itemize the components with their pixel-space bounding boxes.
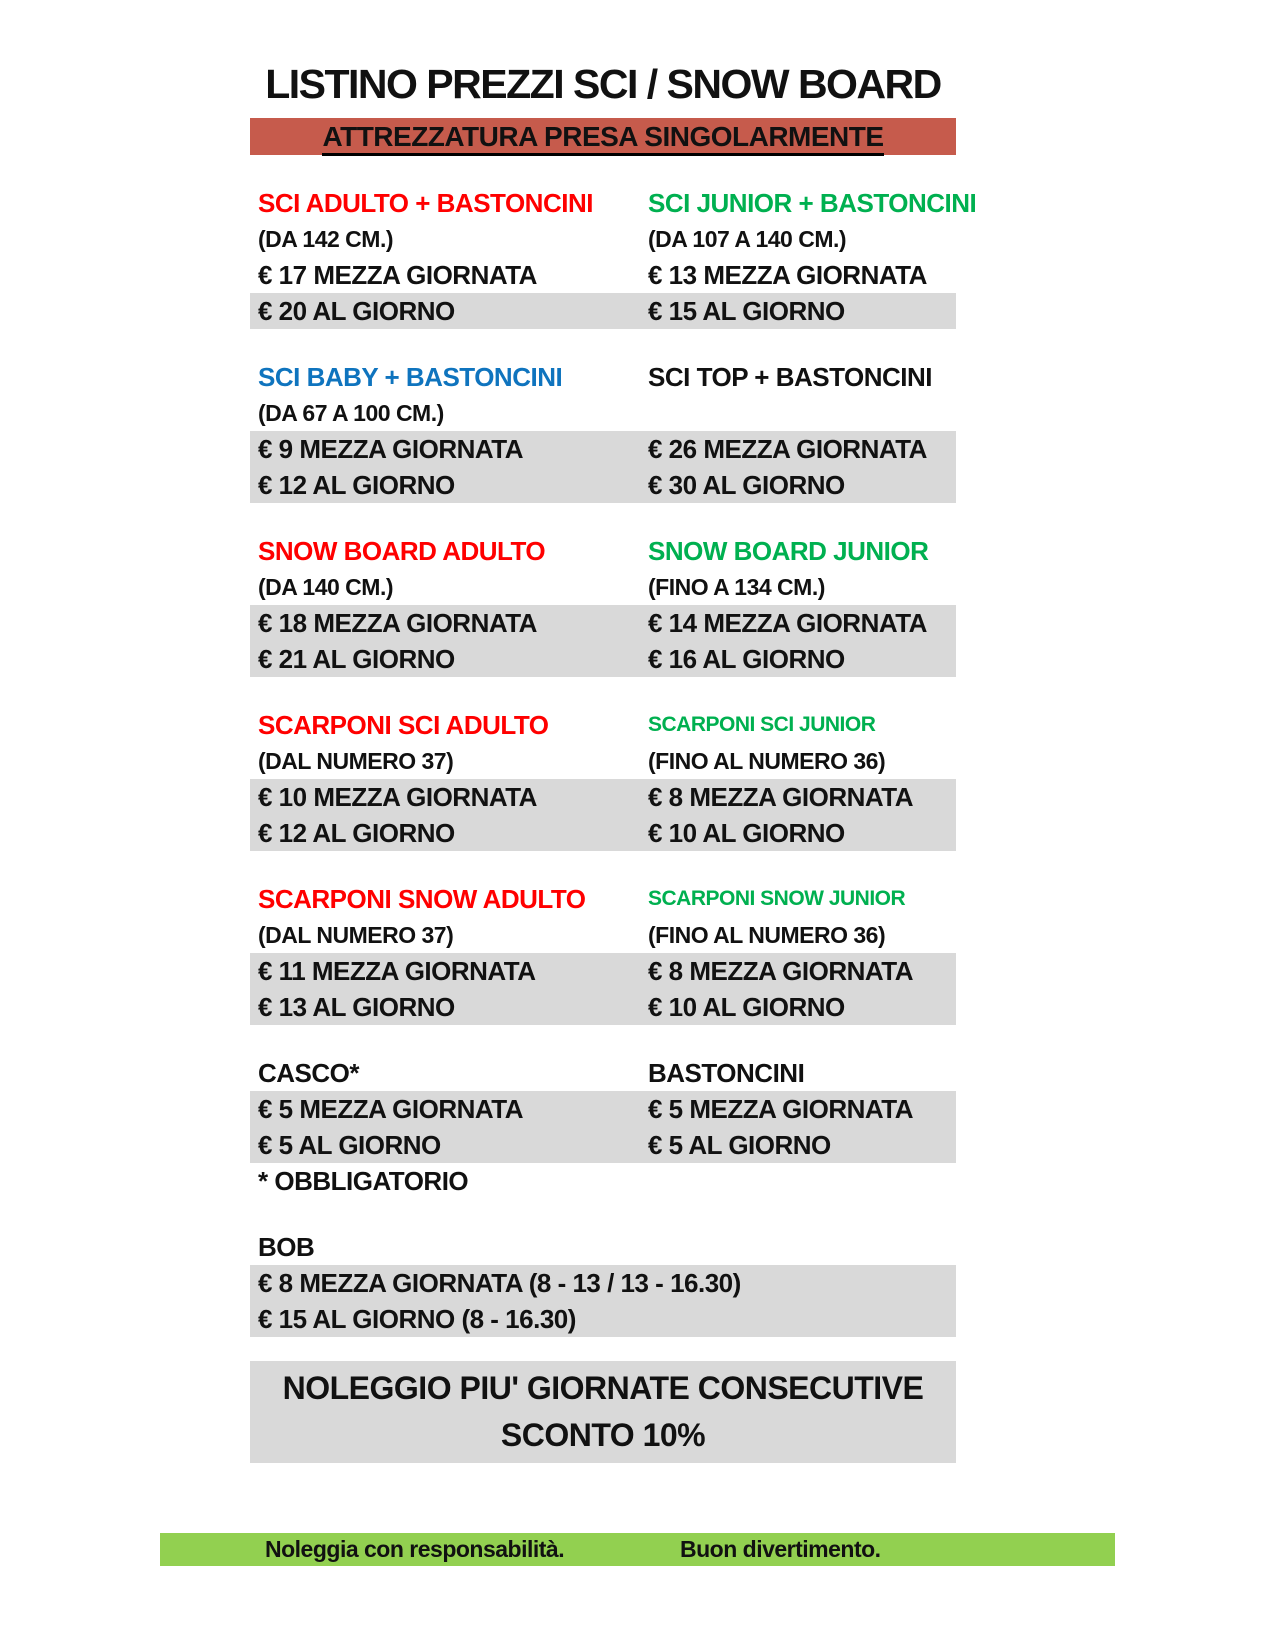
size-sci-baby: (DA 67 A 100 CM.) — [258, 400, 444, 426]
section-snowboard — [250, 533, 956, 677]
row-half-day — [250, 431, 956, 467]
row-sizes — [250, 743, 956, 779]
row-sizes — [250, 395, 956, 431]
section-sci-adulto-junior — [250, 185, 977, 329]
discount-box — [250, 1361, 956, 1463]
price-full-day-scarponi-sci-junior: € 10 AL GIORNO — [648, 818, 845, 848]
banner-label: ATTREZZATURA PRESA SINGOLARMENTE — [322, 121, 883, 156]
row-full-day — [250, 641, 956, 677]
size-snowboard-adulto: (DA 140 CM.) — [258, 574, 393, 600]
spacer — [648, 1163, 956, 1199]
item-title-casco: CASCO* — [258, 1058, 360, 1088]
row-titles — [250, 185, 977, 221]
size-scarponi-sci-adulto: (DAL NUMERO 37) — [258, 748, 454, 774]
price-full-day-scarponi-sci-adulto: € 12 AL GIORNO — [258, 818, 455, 848]
item-title-sci-adulto: SCI ADULTO + BASTONCINI — [258, 188, 593, 218]
price-half-day-sci-top: € 26 MEZZA GIORNATA — [648, 434, 927, 464]
price-half-day-scarponi-snow-junior: € 8 MEZZA GIORNATA — [648, 956, 913, 986]
size-sci-top — [648, 395, 956, 431]
price-half-day-bob: € 8 MEZZA GIORNATA (8 - 13 / 13 - 16.30) — [258, 1268, 741, 1298]
row-half-day — [250, 953, 956, 989]
row-titles — [250, 533, 956, 569]
item-title-scarponi-sci-adulto: SCARPONI SCI ADULTO — [258, 710, 549, 740]
size-snowboard-junior: (FINO A 134 CM.) — [648, 574, 825, 600]
item-title-sci-baby: SCI BABY + BASTONCINI — [258, 362, 563, 392]
section-sci-baby-top — [250, 359, 956, 503]
item-title-bastoncini: BASTONCINI — [648, 1058, 805, 1088]
casco-mandatory-note: * OBBLIGATORIO — [258, 1166, 469, 1196]
price-half-day-snowboard-junior: € 14 MEZZA GIORNATA — [648, 608, 927, 638]
row-full-day — [250, 1127, 956, 1163]
item-title-scarponi-snow-adulto: SCARPONI SNOW ADULTO — [258, 884, 586, 914]
section-scarponi-snow — [250, 881, 956, 1025]
size-sci-junior: (DA 107 A 140 CM.) — [648, 226, 847, 252]
price-half-day-scarponi-snow-adulto: € 11 MEZZA GIORNATA — [258, 956, 536, 986]
row-titles — [250, 359, 956, 395]
row-sizes — [250, 917, 956, 953]
price-half-day-bastoncini: € 5 MEZZA GIORNATA — [648, 1094, 913, 1124]
item-title-scarponi-sci-junior: SCARPONI SCI JUNIOR — [648, 713, 876, 736]
item-title-snowboard-junior: SNOW BOARD JUNIOR — [648, 536, 929, 566]
row-half-day — [250, 1091, 956, 1127]
footer-responsibility-text: Noleggia con responsabilità. — [265, 1536, 565, 1562]
size-scarponi-sci-junior: (FINO AL NUMERO 36) — [648, 748, 886, 774]
price-half-day-sci-baby: € 9 MEZZA GIORNATA — [258, 434, 523, 464]
item-title-sci-junior: SCI JUNIOR + BASTONCINI — [648, 188, 977, 218]
price-full-day-casco: € 5 AL GIORNO — [258, 1130, 441, 1160]
row-full-day — [250, 1301, 956, 1337]
row-titles — [250, 1055, 956, 1091]
price-half-day-sci-adulto: € 17 MEZZA GIORNATA — [258, 260, 537, 290]
price-full-day-sci-baby: € 12 AL GIORNO — [258, 470, 455, 500]
size-scarponi-snow-adulto: (DAL NUMERO 37) — [258, 922, 454, 948]
price-full-day-bastoncini: € 5 AL GIORNO — [648, 1130, 831, 1160]
section-casco-bastoncini — [250, 1055, 956, 1199]
row-sizes — [250, 569, 956, 605]
row-half-day — [250, 1265, 956, 1301]
price-half-day-sci-junior: € 13 MEZZA GIORNATA — [648, 260, 927, 290]
discount-line-1: NOLEGGIO PIU' GIORNATE CONSECUTIVE — [282, 1370, 924, 1406]
price-half-day-snowboard-adulto: € 18 MEZZA GIORNATA — [258, 608, 537, 638]
price-full-day-sci-junior: € 15 AL GIORNO — [648, 296, 845, 326]
row-full-day — [250, 293, 956, 329]
price-full-day-scarponi-snow-junior: € 10 AL GIORNO — [648, 992, 845, 1022]
price-full-day-sci-top: € 30 AL GIORNO — [648, 470, 845, 500]
row-full-day — [250, 989, 956, 1025]
price-half-day-scarponi-sci-junior: € 8 MEZZA GIORNATA — [648, 782, 913, 812]
banner-attrezzatura — [250, 118, 956, 155]
size-scarponi-snow-junior: (FINO AL NUMERO 36) — [648, 922, 886, 948]
row-full-day — [250, 815, 956, 851]
page-content — [250, 60, 977, 1463]
price-half-day-casco: € 5 MEZZA GIORNATA — [258, 1094, 523, 1124]
row-titles — [250, 707, 956, 743]
section-scarponi-sci — [250, 707, 956, 851]
size-sci-adulto: (DA 142 CM.) — [258, 226, 393, 252]
row-note — [250, 1163, 956, 1199]
price-full-day-scarponi-snow-adulto: € 13 AL GIORNO — [258, 992, 455, 1022]
row-titles — [250, 881, 956, 917]
price-half-day-scarponi-sci-adulto: € 10 MEZZA GIORNATA — [258, 782, 537, 812]
price-full-day-snowboard-adulto: € 21 AL GIORNO — [258, 644, 455, 674]
page-title: LISTINO PREZZI SCI / SNOW BOARD — [265, 61, 941, 107]
item-title-bob: BOB — [258, 1232, 315, 1262]
footer-greeting-text: Buon divertimento. — [680, 1536, 881, 1562]
footer-bar — [160, 1533, 1115, 1566]
row-sizes — [250, 221, 956, 257]
price-full-day-snowboard-junior: € 16 AL GIORNO — [648, 644, 845, 674]
price-full-day-sci-adulto: € 20 AL GIORNO — [258, 296, 455, 326]
discount-line-2: SCONTO 10% — [500, 1417, 706, 1453]
item-title-snowboard-adulto: SNOW BOARD ADULTO — [258, 536, 546, 566]
row-full-day — [250, 467, 956, 503]
row-half-day — [250, 257, 956, 293]
row-titles — [250, 1229, 956, 1265]
row-half-day — [250, 605, 956, 641]
price-full-day-bob: € 15 AL GIORNO (8 - 16.30) — [258, 1304, 576, 1334]
section-bob — [250, 1229, 956, 1337]
row-half-day — [250, 779, 956, 815]
item-title-scarponi-snow-junior: SCARPONI SNOW JUNIOR — [648, 887, 906, 910]
item-title-sci-top: SCI TOP + BASTONCINI — [648, 362, 933, 392]
